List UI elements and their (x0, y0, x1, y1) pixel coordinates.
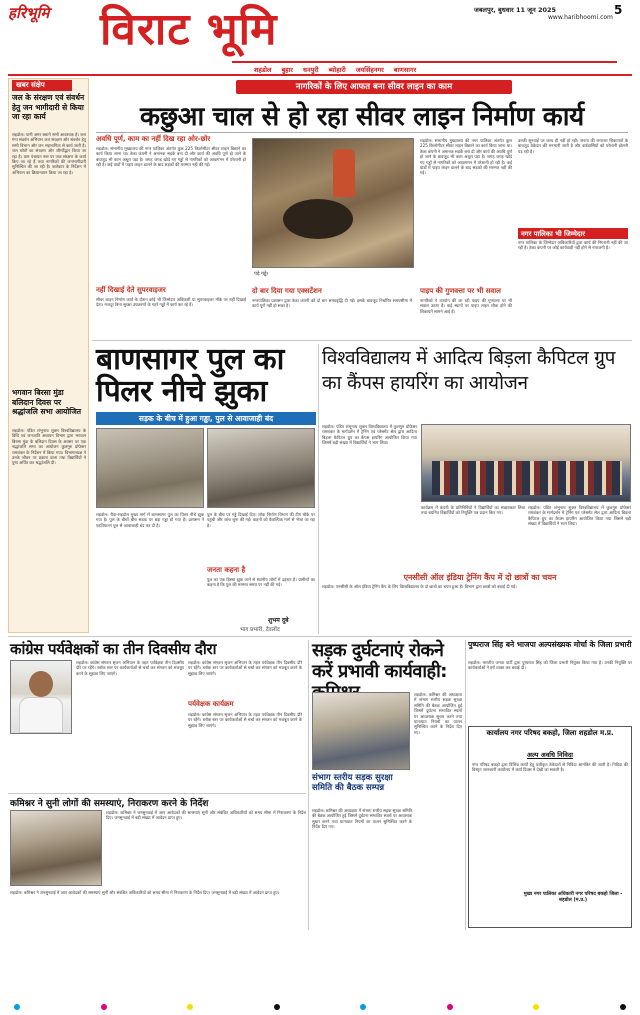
accident-photo (312, 692, 410, 770)
sewer-photo (252, 138, 414, 268)
univ-body1: शहडोल। पंडित शंभूनाथ शुक्ल विश्वविद्यालय में कुलगुरु प्रोफेसर रामशंकर के मार्गदर्शन में ट्रेनिंग एवं प्लेसमेंट सेल द्वारा आदित्य बिड़ला कैपिटल ग्रुप का कैंपस हायरिंग आयोजित किया गया जिसमें बड़ी संख्या में विद्यार्थियों ने भाग लिया। (322, 424, 417, 446)
pushpraj-body: शहडोल। भारतीय जनता पार्टी द्वारा पुष्पराज सिंह को जिला प्रभारी नियुक्त किया गया है। उनकी नियुक्ति पर कार्यकर्ताओं ने हर्ष व्यक्त कर बधाई दी। (468, 660, 632, 671)
pushpraj-headline: पुष्पराज सिंह बने भाजपा अल्पसंख्यक मोर्चा के जिला प्रभारी (468, 640, 632, 649)
collector-photo (10, 810, 102, 886)
accident-body: शहडोल। कमिश्नर की अध्यक्षता में संभाग स्तरीय सड़क सुरक्षा समिति की बैठक आयोजित हुई जिसमें दुर्घटना संभावित स्थलों पर आवश्यक सुधार करने तथा यातायात नियमों का पालन सुनिश्चित करने के निर्देश दिए गए। (312, 808, 412, 830)
congress-headline: कांग्रेस पर्यवेक्षकों का तीन दिवसीय दौरा (10, 640, 217, 658)
bridge-photo-1 (96, 428, 204, 508)
sidebar-item2-title: भगवान बिरसा मुंडा बलिदान दिवस पर श्रद्धांजलि सभा आयोजित (12, 388, 82, 416)
sidebar-header: खबर संक्षेप (12, 80, 72, 91)
sewer-body3: नगरपालिका प्रशासन द्वारा ठेका कंपनी को दो बार समयवृद्धि दी गई। इसके बावजूद निर्धारित समयसीमा में कार्य पूर्ण नहीं हो सका है। (252, 298, 412, 309)
sidebar-item1-body: शहडोल। पानी अमर बचाने सभी आवश्यक है। जल गंगा संवर्धन अभियान जल संरक्षण और संवर्धन हेतु सभी विभाग और जन सहभागिता से कार्य जारी है। जल स्रोतों का संरक्षण और जीर्णोद्धार किया जा रहा है। ग्राम पंचायत स्तर पर जल संरक्षण के कार्य किए जा रहे हैं तथा नागरिकों की जनभागीदारी सुनिश्चित की जा रही है। कलेक्टर के निर्देशन में अभियान का क्रियान्वयन किया जा रहा है। (12, 132, 86, 175)
sewer-body2: सीवर लाइन निर्माण कार्य के दौरान कोई भी जिम्मेदार अधिकारी या सुपरवाइजर मौके पर नहीं दिखाई देता। मजदूर बिना सुरक्षा उपकरणों के गहरे गड्ढों में कार्य कर रहे हैं। (96, 297, 246, 308)
bridge-body1: शहडोल। रीवा-शहडोल मुख्य मार्ग में बाणसागर पुल का पिलर नीचे झुक गया है। पुल के बीचों बीच सड़क पर बड़ा गड्ढा हो गया है। प्रशासन ने एहतियातन पुल से आवाजाही बंद कर दी है। (96, 512, 204, 528)
sewer-headline: कछुआ चाल से हो रहा सीवर लाइन निर्माण कार्य (140, 102, 584, 132)
congress-body: शहडोल। कांग्रेस संगठन सृजन अभियान के तहत पर्यवेक्षक तीन दिवसीय दौरे पर रहेंगे। ब्लॉक स्तर पर कार्यकर्ताओं से चर्चा कर संगठन को मजबूत करने के सुझाव लिए जाएंगे। (76, 660, 184, 676)
page-number: 5 (614, 3, 623, 17)
bridge-photo-2 (207, 428, 315, 508)
district-5: जयसिंहनगर (355, 66, 384, 74)
sewer-sub5: नगर पालिका भी जिम्मेदार (518, 228, 628, 239)
accident-headline: सड़क दुर्घटनाएं रोकने करें प्रभावी कार्यवाही: (312, 640, 447, 682)
accident-body2: शहडोल। कमिश्नर की अध्यक्षता में संभाग स्तरीय सड़क सुरक्षा समिति की बैठक आयोजित हुई जिसमें दुर्घटना संभावित स्थलों पर आवश्यक सुधार करने तथा यातायात नियमों का पालन सुनिश्चित करने के निर्देश दिए गए। (414, 692, 462, 735)
collector-headline: कमिश्नर ने सुनी लोगों की समस्याएं, निराकरण करने के निर्देश (10, 799, 209, 809)
ncc-body: शहडोल। एनसीसी के ऑल इंडिया ट्रेनिंग कैंप के लिए विश्वविद्यालय के दो छात्रों का चयन हुआ है। विभाग द्वारा छात्रों को बधाई दी गई। (322, 584, 517, 589)
divider-1 (92, 340, 632, 341)
website: www.haribhoomi.com (548, 14, 613, 21)
sewer-sub3: दो बार दिया गया एक्सटेंशन (252, 287, 322, 295)
district-4: ब्योहारी (328, 66, 346, 74)
district-6: बाणसागर (393, 66, 417, 74)
sewer-body4: नागरिकों ने उपयोग की जा रही पाइप की गुणवत्ता पर भी सवाल उठाए हैं। कई स्थानों पर पाइप लाइन लीक होने की शिकायतें सामने आई हैं। (420, 298, 512, 314)
notice-title: कार्यालय नगर परिषद बकहो, जिला शहडोल म.प्र. (486, 729, 614, 737)
color-bar (0, 1004, 640, 1012)
district-3: धनपुरी (302, 66, 319, 74)
sewer-photo-caption: पड़े गड्ढे। (254, 271, 269, 277)
bridge-tagline-text: सड़क के बीच में हुआ गड्ढा, पुल से आवाजाही बंद (138, 414, 274, 423)
district-2: बुहार (281, 66, 293, 74)
bridge-place: भाग प्रभारी, देवलोंद (240, 627, 280, 633)
divider-v1 (318, 344, 319, 634)
notice-sub: अल्प अवधि निविदा (527, 751, 573, 759)
divider-v3 (465, 640, 466, 930)
notice-body: नगर परिषद बकहो द्वारा विभिन्न कार्यों हेतु पंजीकृत ठेकेदारों से निविदा आमंत्रित की जाती है। निविदा की विस्तृत जानकारी कार्यालय में कार्य दिवस में देखी जा सकती है। (472, 762, 628, 773)
univ-photo (421, 424, 631, 502)
univ-headline: विश्वविद्यालय में आदित्य बिड़ला कैपिटल ग्रुप का कैंपस हायरिंग का आयोजन (322, 347, 616, 394)
congress-body2: शहडोल। कांग्रेस संगठन सृजन अभियान के तहत पर्यवेक्षक तीन दिवसीय दौरे पर रहेंगे। ब्लॉक स्तर पर कार्यकर्ताओं से चर्चा कर संगठन को मजबूत करने के सुझाव लिए जाएंगे। (188, 660, 302, 676)
bridge-byline: शुभम दुबे (268, 617, 289, 624)
district-1: शहडोल (254, 66, 272, 74)
collector-body2: शहडोल। कमिश्नर ने जनसुनवाई में आए आवेदकों की समस्याएं सुनीं और संबंधित अधिकारियों को समय सीमा में निराकरण के निर्देश दिए। जनसुनवाई में बड़ी संख्या में आवेदन प्राप्त हुए। (10, 890, 280, 895)
sewer-kicker (236, 80, 512, 94)
sewer-body6: नगर पालिका के जिम्मेदार अधिकारियों द्वारा कार्य की निगरानी नहीं की जा रही है। ठेका कंपनी पर कोई कार्यवाही नहीं होने से नाराजगी है। (518, 240, 628, 251)
bridge-tagline (96, 412, 316, 425)
sewer-sub4: पाइप की गुणवत्ता पर भी सवाल (420, 287, 501, 295)
sewer-rule (96, 132, 628, 133)
collector-body: शहडोल। कमिश्नर ने जनसुनवाई में आए आवेदकों की समस्याएं सुनीं और संबंधित अधिकारियों को समय सीमा में निराकरण के निर्देश दिए। जनसुनवाई में बड़ी संख्या में आवेदन प्राप्त हुए। (106, 810, 306, 821)
congress-sub1: पर्यवेक्षक कार्यक्रम (188, 700, 234, 708)
section-title: विराट भूमि (100, 4, 278, 55)
sidebar-item1-title: जल के संरक्षण एवं संवर्धन हेतु जन भागीदारी से किया जा रहा कार्य (12, 93, 85, 121)
city-date: जबलपुर, बुधवार 11 जून 2025 (474, 6, 557, 14)
masthead-logo: हरिभूमि (8, 4, 50, 22)
bridge-headline: बाणसागर पुल का पिलर नीचे झुका (96, 342, 284, 409)
district-strip (232, 61, 617, 74)
accident-sub1: संभाग स्तरीय सड़क सुरक्षा समिति की बैठक सम्पन्न (312, 773, 393, 793)
sewer-kicker-text: नागरिकों के लिए आफत बना सीवर लाइन का काम (295, 82, 453, 92)
sewer-body1: शहडोल। संभागीय मुख्यालय की नगर पालिका अंतर्गत कुल 225 किलोमीटर सीवर लाइन बिछाने का कार्य किया जाना था। ठेका कंपनी ने अमानक सड़कें बना दी और कार्य की अवधि पूर्ण हो जाने के बावजूद भी काम अधूरा पड़ा है। जगह जगह खोदे गए गड्ढों से नागरिकों को आवागमन में परेशानी हो रही है। कई वार्डों में पाइप लाइन डालने के बाद सड़कों की मरम्मत नहीं की गई। (96, 146, 246, 168)
divider-3 (8, 793, 306, 794)
bridge-body3: पुल का एक हिस्सा झुक जाने से स्थानीय लोगों में दहशत है। ग्रामीणों का कहना है कि पुल की मरम्मत समय पर नहीं की गई। (207, 577, 315, 617)
bridge-body1b: पुल के बीच पर गड्ढे दिखाई दिए। लोक निर्माण विभाग की टीम मौके पर पहुंची और जांच शुरू की गई। वाहनों को वैकल्पिक मार्ग से भेजा जा रहा है। (207, 512, 315, 528)
notice-sign: मुख्य नगर पालिका अधिकारी नगर परिषद बकहो जिला - शहडोल (म.प्र.) (523, 892, 623, 903)
univ-body2: कार्यक्रम में कंपनी के प्रतिनिधियों ने विद्यार्थियों का साक्षात्कार लिया तथा चयनित विद्यार्थियों को नियुक्ति पत्र प्रदान किए गए। (421, 505, 525, 516)
sewer-sub1: अवधि पूर्ण, काम का नहीं दिख रहा ओर-छोर (96, 135, 211, 143)
congress-photo (10, 660, 72, 734)
sidebar-item2-body: शहडोल। पंडित शंभूनाथ शुक्ल विश्वविद्यालय के विधि एवं जनजाति अध्ययन विभाग द्वारा भगवान बिरसा मुंडा के बलिदान दिवस के अवसर पर एक श्रद्धांजलि सभा का आयोजन कुलगुरु प्रोफेसर रामशंकर के निर्देशन में किया गया। विभागाध्यक्ष ने उनके जीवन पर प्रकाश डाला तथा विद्यार्थियों ने पुष्प अर्पित कर श्रद्धांजलि दी। (12, 428, 86, 466)
congress-body3: शहडोल। कांग्रेस संगठन सृजन अभियान के तहत पर्यवेक्षक तीन दिवसीय दौरे पर रहेंगे। ब्लॉक स्तर पर कार्यकर्ताओं से चर्चा कर संगठन को मजबूत करने के सुझाव लिए जाएंगे। (188, 712, 302, 728)
sewer-sub2: नहीं दिखाई देते सुपरवाइजर (96, 286, 166, 294)
ncc-banner: एनसीसी ऑल इंडिया ट्रेनिंग कैंप में दो छात्रों का चयन (403, 573, 557, 582)
masthead-rule (8, 74, 632, 76)
sewer-body-col3: शहडोल। संभागीय मुख्यालय की नगर पालिका अंतर्गत कुल 225 किलोमीटर सीवर लाइन बिछाने का कार्य किया जाना था। ठेका कंपनी ने अमानक सड़कें बना दी और कार्य की अवधि पूर्ण हो जाने के बावजूद भी काम अधूरा पड़ा है। जगह जगह खोदे गए गड्ढों से नागरिकों को आवागमन में परेशानी हो रही है। कई वार्डों में पाइप लाइन डालने के बाद सड़कों की मरम्मत नहीं की गई। (420, 138, 512, 176)
bridge-sub1: जनता कहना है (207, 566, 307, 575)
univ-body3: शहडोल। पंडित शंभूनाथ शुक्ल विश्वविद्यालय में कुलगुरु प्रोफेसर रामशंकर के मार्गदर्शन में ट्रेनिंग एवं प्लेसमेंट सेल द्वारा आदित्य बिड़ला कैपिटल ग्रुप का कैंपस हायरिंग आयोजित किया गया जिसमें बड़ी संख्या में विद्यार्थियों ने भाग लिया। (528, 505, 631, 527)
divider-v2 (308, 640, 309, 930)
divider-2 (8, 636, 632, 637)
sewer-body5: उनकी सुनवाई पर जल्द ही नहीं हो रही। जनता की लगातार शिकायतों के बावजूद ठेकेदार की मनमानी जारी है और वार्डवासियों को परेशानी झेलनी पड़ रही है। (518, 138, 628, 154)
